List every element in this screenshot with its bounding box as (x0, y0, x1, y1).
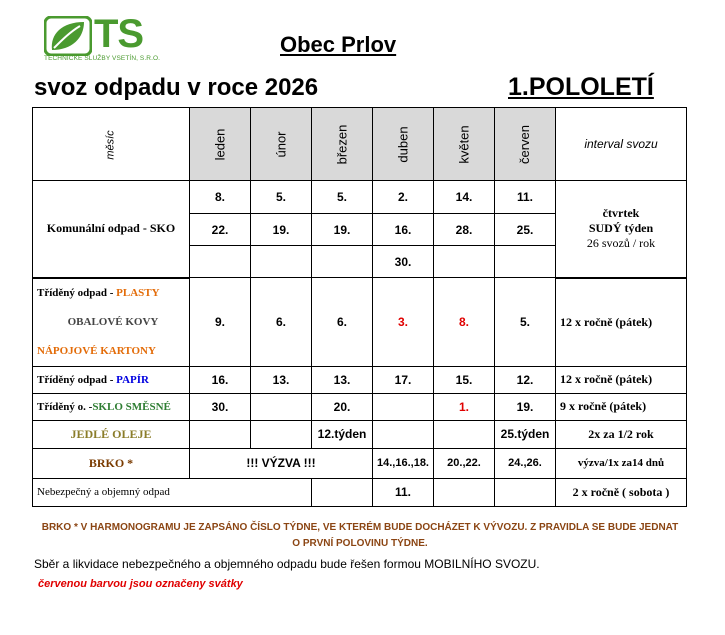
month-label: březen (334, 124, 350, 164)
date-cell: 11. (373, 478, 434, 506)
table-row (33, 393, 687, 420)
sklo-highlight: SKLO SMĚSNÉ (92, 400, 171, 413)
week-cell: 20.,22. (434, 448, 495, 478)
date-cell: 8. (190, 181, 251, 214)
page-title: svoz odpadu v roce 2026 (34, 74, 319, 101)
month-cell (434, 108, 495, 181)
table-row (33, 278, 687, 367)
date-cell (373, 393, 434, 420)
papir-interval: 12 x ročně (pátek) (556, 366, 687, 393)
date-cell (495, 478, 556, 506)
logo-subtitle: TECHNICKÉ SLUŽBY VSETÍN, S.R.O. (44, 55, 161, 62)
sklo-label (33, 393, 190, 420)
date-cell: 13. (312, 366, 373, 393)
date-cell: 20. (312, 393, 373, 420)
date-cell (251, 246, 312, 278)
date-cell: 16. (373, 214, 434, 246)
date-cell (190, 420, 251, 448)
brko-note: BRKO * V HARMONOGRAMU JE ZAPSÁNO ČÍSLO TÝDNE, VE KTERÉM BUDE DOCHÁZET K VÝVOZU. Z PRAVIDLA SE BUDE JEDNAT O PRVNÍ POLOVINU TÝDNE. (41, 522, 679, 549)
month-label: únor (273, 130, 289, 158)
sklo-prefix: Tříděný o. - (37, 400, 93, 413)
holiday-note: červenou barvou jsou označeny svátky (38, 578, 243, 590)
oleje-interval: 2x za 1/2 rok (556, 420, 687, 448)
nebezpecny-interval: 2 x ročně ( sobota ) (556, 478, 687, 506)
week-cell: 14.,16.,18. (373, 448, 434, 478)
table-row (33, 448, 687, 478)
date-cell: 28. (434, 214, 495, 246)
ts-logo (44, 12, 162, 66)
nebezpecny-label: Nebezpečný a objemný odpad (33, 478, 312, 506)
brko-interval: výzva/1x za14 dnů (556, 448, 687, 478)
oleje-label: JEDLÉ OLEJE (33, 420, 190, 448)
date-cell: 6. (312, 278, 373, 367)
logo-text: TS (94, 12, 144, 56)
date-cell: 16. (190, 366, 251, 393)
table-row (33, 420, 687, 448)
kovy-label: OBALOVÉ KOVY (67, 315, 159, 328)
week-cell: 24.,26. (495, 448, 556, 478)
papir-prefix: Tříděný odpad - (37, 373, 117, 386)
holiday-date-cell: 8. (434, 278, 495, 367)
table-row (33, 478, 687, 506)
half-year-label: 1.POLOLETÍ (508, 73, 654, 101)
header-row (33, 108, 687, 181)
date-cell (312, 246, 373, 278)
month-label: duben (395, 125, 411, 163)
date-cell: 19. (312, 214, 373, 246)
month-cell (373, 108, 434, 181)
week-cell: 25.týden (495, 420, 556, 448)
date-cell (190, 246, 251, 278)
sko-interval-week: SUDÝ týden (588, 221, 654, 236)
plasty-prefix: Tříděný odpad - (37, 286, 117, 299)
date-cell: 13. (251, 366, 312, 393)
date-cell (434, 246, 495, 278)
plasty-label (33, 278, 190, 367)
date-cell: 5. (495, 278, 556, 367)
date-cell: 19. (251, 214, 312, 246)
date-cell: 9. (190, 278, 251, 367)
month-cell (312, 108, 373, 181)
village-name: Obec Prlov (280, 32, 397, 57)
month-cell (495, 108, 556, 181)
brko-label: BRKO * (33, 448, 190, 478)
sko-interval (556, 181, 687, 278)
date-cell: 14. (434, 181, 495, 214)
date-cell: 30. (373, 246, 434, 278)
brko-challenge: !!! VÝZVA !!! (190, 448, 373, 478)
date-cell (251, 420, 312, 448)
leaf-logo-icon (44, 16, 92, 56)
table-row (33, 181, 687, 214)
date-cell: 22. (190, 214, 251, 246)
sko-label: Komunální odpad - SKO (33, 181, 190, 278)
month-header-label: měsíc (105, 130, 117, 160)
papir-label (33, 366, 190, 393)
date-cell (434, 420, 495, 448)
date-cell: 30. (190, 393, 251, 420)
date-cell: 17. (373, 366, 434, 393)
plasty-highlight: PLASTY (116, 286, 160, 299)
date-cell: 15. (434, 366, 495, 393)
mobile-collection-note: Sběr a likvidace nebezpečného a objemného odpadu bude řešen formou MOBILNÍHO SVOZU. (34, 557, 540, 571)
holiday-date-cell: 3. (373, 278, 434, 367)
date-cell: 25. (495, 214, 556, 246)
month-label: červen (517, 124, 533, 164)
schedule-table (32, 107, 687, 507)
sko-interval-day: čtvrtek (602, 206, 640, 221)
date-cell: 6. (251, 278, 312, 367)
month-label: leden (212, 128, 228, 160)
month-label: květen (456, 124, 472, 164)
napoj-label: NÁPOJOVÉ KARTONY (37, 344, 156, 357)
month-cell (251, 108, 312, 181)
date-cell: 5. (312, 181, 373, 214)
date-cell (495, 246, 556, 278)
week-cell: 12.týden (312, 420, 373, 448)
month-cell (190, 108, 251, 181)
interval-header-label: interval svozu (584, 137, 658, 151)
date-cell (251, 393, 312, 420)
table-row (33, 366, 687, 393)
date-cell: 5. (251, 181, 312, 214)
month-header-cell (33, 108, 190, 181)
date-cell: 2. (373, 181, 434, 214)
date-cell (373, 420, 434, 448)
date-cell: 11. (495, 181, 556, 214)
sko-interval-count: 26 svozů / rok (586, 236, 656, 251)
date-cell: 12. (495, 366, 556, 393)
holiday-date-cell: 1. (434, 393, 495, 420)
date-cell (312, 478, 373, 506)
papir-highlight: PAPÍR (116, 373, 149, 386)
date-cell: 19. (495, 393, 556, 420)
plasty-interval: 12 x ročně (pátek) (556, 278, 687, 367)
sklo-interval: 9 x ročně (pátek) (556, 393, 687, 420)
date-cell (434, 478, 495, 506)
interval-header-cell (556, 108, 687, 181)
